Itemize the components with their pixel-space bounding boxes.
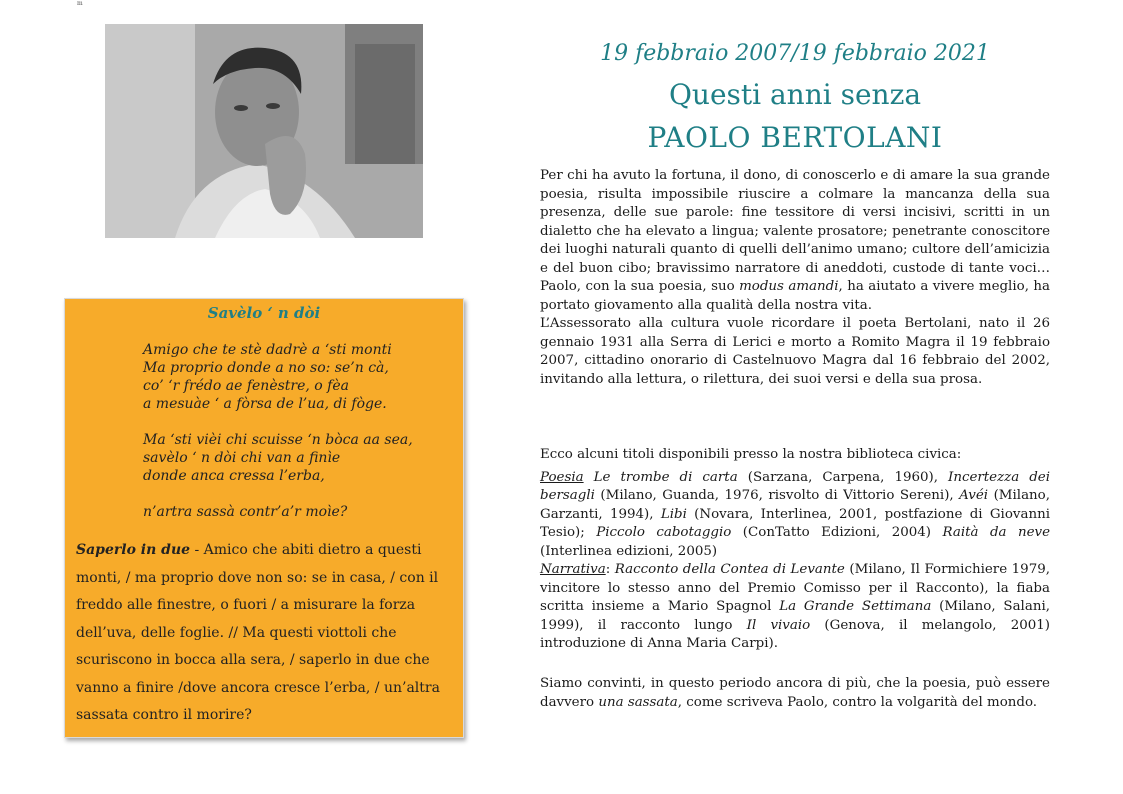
poem-title: Savèlo ‘ n dòi (207, 304, 321, 322)
closing-emphasis: una sassata (598, 694, 678, 710)
narrativa-book-title: La Grande Settimana (779, 599, 932, 614)
narrativa-book-info: : (605, 562, 615, 577)
poesia-book-info: (Milano, Garzanti, 1994), (540, 488, 1050, 522)
closing-paragraph (540, 675, 1050, 712)
header-title-line2: PAOLO BERTOLANI (647, 121, 943, 154)
poem-verses: Amigo che te stè dadrè a ‘sti monti Ma proprio donde a no so: se’n cà, co’ ‘r frédo ae fenèstre, o fèa a mesuàe ‘ a fòrsa de l’ua, di fòge. Ma ‘sti vièi chi scuisse ‘n bòca aa sea, savèlo ‘ n dòi chi van a finìe donde anca cressa l’erba, n’artra sassà contr’a’r moìe? (143, 342, 413, 520)
poesia-book-title: Piccolo cabotaggio (596, 525, 732, 540)
poesia-book-title: Incertezza dei bersagli (540, 469, 1050, 503)
poesia-book-info: (Milano, Guanda, 1976, risvolto di Vittorio Sereni), (594, 488, 960, 503)
narrativa-book-info: (Genova, il melangolo, 2001) introduzione di Anna Maria Carpi). (540, 617, 1050, 651)
books-narrativa (540, 561, 1050, 654)
intro-paragraph-1 (540, 167, 1050, 315)
narrativa-book-info: (Milano, Il Formichiere 1979, vincitore lo stesso anno del Premio Comisso per il Racconto), la fiaba scritta insieme a Mario Spagnol (540, 562, 1050, 614)
narrativa-book-title: Racconto della Contea di Levante (614, 562, 845, 577)
header-title-line1: Questi anni senza (668, 78, 922, 111)
poesia-book-title: Libi (660, 506, 687, 522)
closing-text: Siamo convinti, in questo periodo ancora di più, che la poesia, può essere davvero (540, 676, 1050, 710)
poesia-book-info: (Novara, Interlinea, 2001, postfazione di Giovanni Tesio); (540, 506, 1050, 540)
narrativa-book-info: (Milano, Salani, 1999), il racconto lungo (540, 599, 1050, 633)
intro-text-end: , ha aiutato a vivere meglio, ha portato giovamento alla qualità della nostra vita. (540, 279, 1050, 313)
corner-mark: m (77, 0, 83, 7)
translation-title: Saperlo in due (76, 542, 191, 558)
narrativa-label: Narrativa (540, 562, 606, 577)
poesia-book-info: (Sarzana, Carpena, 1960), (737, 469, 949, 485)
poem-box (64, 298, 464, 738)
poesia-book-title: Raità da neve (942, 525, 1050, 540)
books-section (540, 446, 1050, 654)
poesia-book-info: (Interlinea edizioni, 2005) (540, 543, 718, 559)
books-poesia (540, 469, 1050, 562)
translation-text: - Amico che abiti dietro a questi monti, / ma proprio dove non so: se in casa, / con il freddo alle finestre, o fuori / a misurare la forza dell’uva, delle foglie. // Ma questi viottoli che scuriscono in bocca alla sera, / saperlo in due che vanno a finire /dove ancora cresce l’erba, / un’altra sassata contro il morire? (76, 542, 440, 723)
intro-emphasis: modus amandi (739, 279, 839, 294)
narrativa-book-title: Il vivaio (746, 617, 811, 633)
closing-text-end: , come scriveva Paolo, contro la volgarità del mondo. (677, 694, 1038, 710)
portrait-photo (105, 24, 423, 238)
poesia-book-title: Avéi (959, 488, 989, 503)
portrait-icon (105, 24, 423, 238)
header-date: 19 febbraio 2007/19 febbraio 2021 (600, 41, 990, 66)
books-intro: Ecco alcuni titoli disponibili presso la nostra biblioteca civica: (540, 447, 962, 462)
closing-section (540, 675, 1050, 712)
intro-paragraph-2: L’Assessorato alla cultura vuole ricordare il poeta Bertolani, nato il 26 gennaio 1931 alla Serra di Lerici e morto a Romito Magra il 19 febbraio 2007, cittadino onorario di Castelnuovo Magra dal 16 febbraio del 2002, invitando alla lettura, o rilettura, dei suoi versi e della sua prosa. (540, 316, 1050, 387)
poesia-label: Poesia (540, 469, 584, 485)
intro-text: Per chi ha avuto la fortuna, il dono, di conoscerlo e di amare la sua grande poesia, risulta impossibile riuscire a colmare la mancanza della sua presenza, delle sue parole: fine tessitore di versi incisivi, scritti in un dialetto che ha elevato a lingua; valente prosatore; penetrante conoscitore dei luoghi naturali quanto di quelli dell’animo umano; cultore dell’amicizia e del buon cibo; bravissimo narratore di aneddoti, custode di tante voci… Paolo, con la sua poesia, suo (540, 168, 1050, 294)
poesia-book-info: (ConTatto Edizioni, 2004) (731, 525, 943, 540)
poesia-book-title: Le trombe di carta (583, 469, 738, 485)
intro-section (540, 167, 1050, 389)
poem-translation (76, 537, 443, 730)
